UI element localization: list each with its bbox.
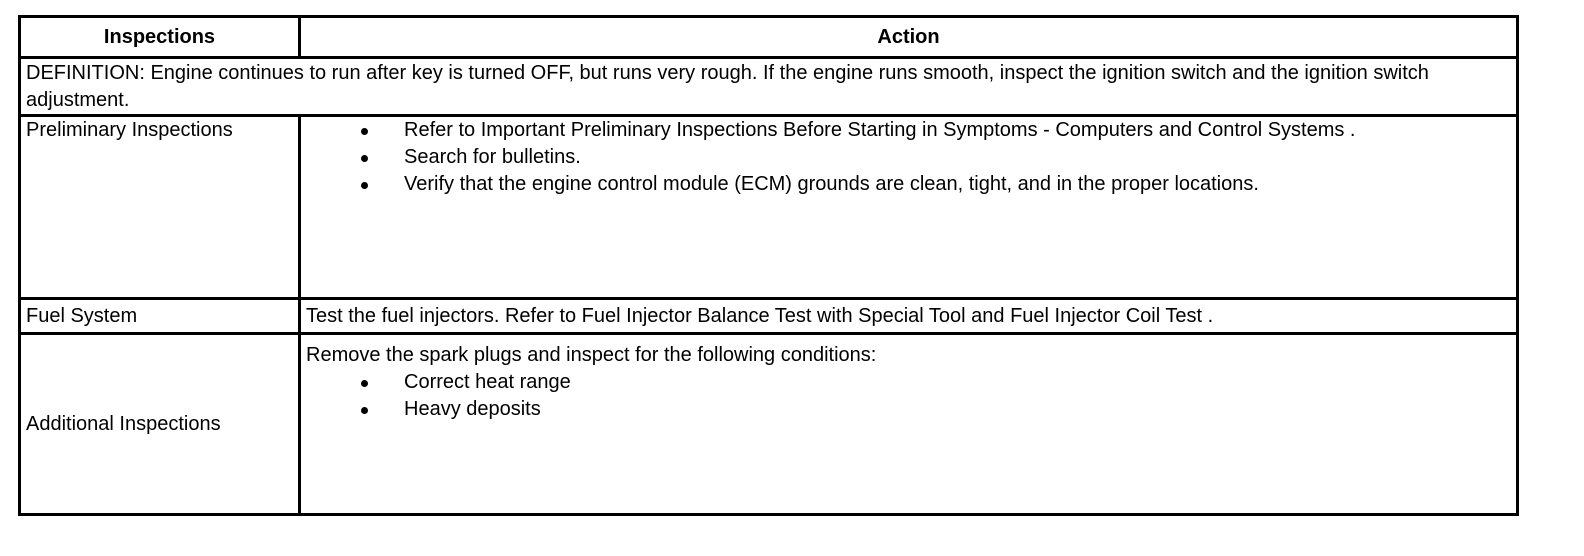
- bullet-list: [306, 369, 1516, 423]
- bullet-icon: [361, 128, 368, 135]
- list-item-text: Heavy deposits: [404, 398, 541, 420]
- list-item: [306, 171, 1516, 198]
- row-label-fuel-system: Fuel System: [20, 299, 300, 334]
- table-row: [20, 299, 1518, 334]
- row-label-additional: Additional Inspections: [20, 334, 300, 515]
- list-item-text: Verify that the engine control module (ECM) grounds are clean, tight, and in the proper locations.: [404, 173, 1259, 195]
- row-action-fuel-system: Test the fuel injectors. Refer to Fuel Injector Balance Test with Special Tool and Fuel Injector Coil Test .: [300, 299, 1518, 334]
- bullet-icon: [361, 407, 368, 414]
- table-header-row: [20, 17, 1518, 58]
- table-row: [20, 116, 1518, 299]
- header-action: Action: [300, 17, 1518, 58]
- list-item-text: Correct heat range: [404, 371, 571, 393]
- bullet-icon: [361, 182, 368, 189]
- bullet-icon: [361, 155, 368, 162]
- list-item: [306, 117, 1516, 144]
- list-item-text: Refer to Important Preliminary Inspections Before Starting in Symptoms - Computers and Control Systems .: [404, 119, 1356, 141]
- list-item: [306, 396, 1516, 423]
- row-label-preliminary: Preliminary Inspections: [20, 116, 300, 299]
- list-item: [306, 369, 1516, 396]
- header-inspections: Inspections: [20, 17, 300, 58]
- row-action-additional: [300, 334, 1518, 515]
- row-action-preliminary: [300, 116, 1518, 299]
- diagnostic-table: [18, 15, 1519, 516]
- list-item-text: Search for bulletins.: [404, 146, 581, 168]
- bullet-list: [306, 117, 1516, 198]
- list-item: [306, 144, 1516, 171]
- table-row: [20, 334, 1518, 515]
- definition-text: DEFINITION: Engine continues to run after key is turned OFF, but runs very rough. If the engine runs smooth, inspect the ignition switch and the ignition switch adjustment.: [20, 58, 1518, 116]
- table-row: [20, 58, 1518, 116]
- additional-intro-text: Remove the spark plugs and inspect for the following conditions:: [306, 344, 877, 366]
- bullet-icon: [361, 380, 368, 387]
